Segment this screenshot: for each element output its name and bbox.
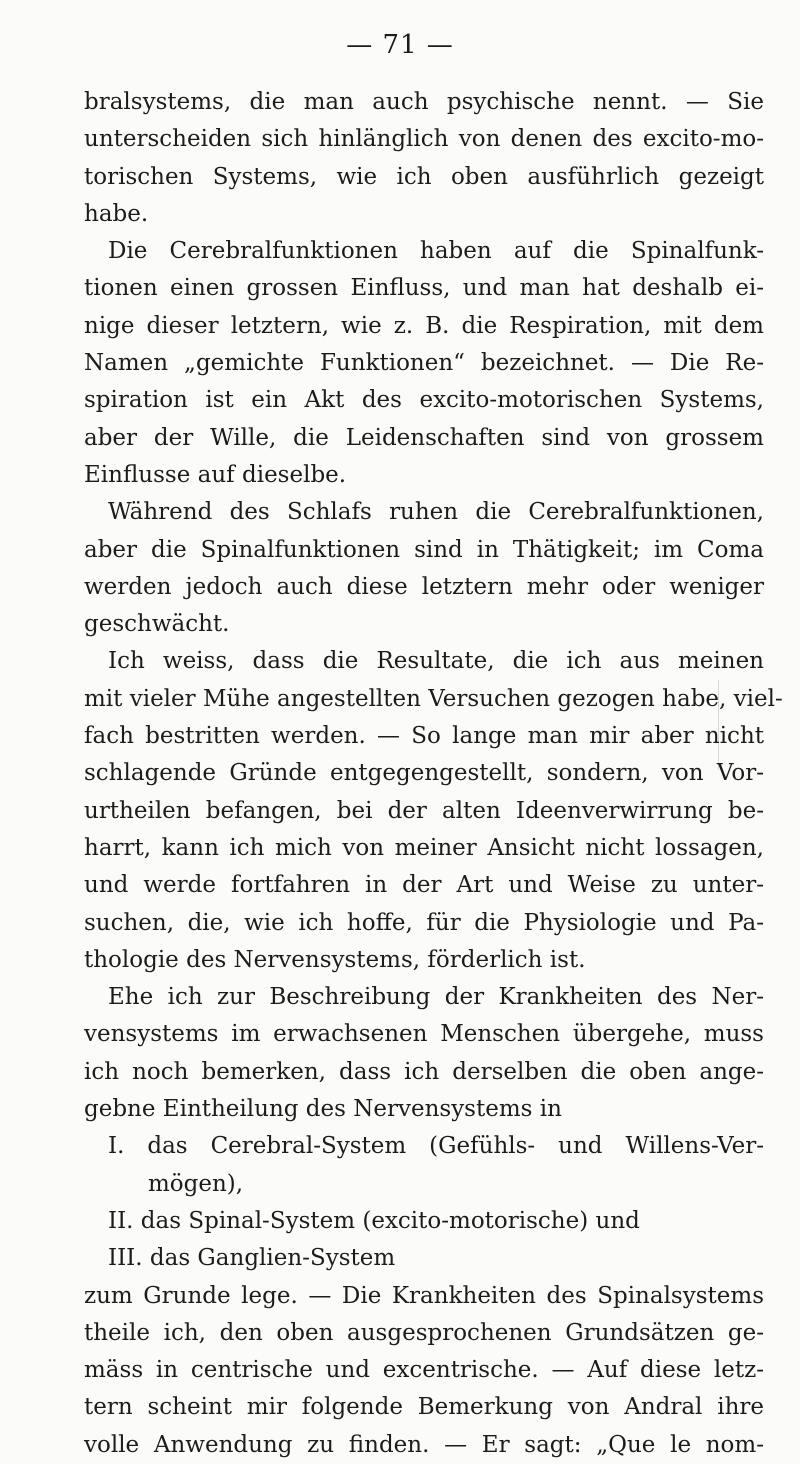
text-line: tern scheint mir folgende Bemerkung von Andral ihre — [84, 1394, 764, 1421]
text-line: harrt, kann ich mich von meiner Ansicht nicht lossagen, — [84, 834, 764, 861]
text-line: thologie des Nervensystems, förderlich ist. — [84, 946, 586, 973]
text-line: Während des Schlafs ruhen die Cerebralfunktionen, — [108, 499, 764, 526]
text-line: suchen, die, wie ich hoffe, für die Physiologie und Pa- — [84, 909, 764, 936]
text-line: zum Grunde lege. — Die Krankheiten des Spinalsystems — [84, 1282, 764, 1309]
text-line: urtheilen befangen, bei der alten Ideenverwirrung be- — [84, 797, 764, 824]
text-line: und werde fortfahren in der Art und Weise zu unter- — [84, 872, 764, 899]
text-line: geschwächt. — [84, 611, 230, 638]
list-item-continuation: mögen), — [148, 1170, 244, 1197]
text-line: vensystems im erwachsenen Menschen übergehe, muss — [84, 1021, 764, 1048]
text-line: Einflusse auf dieselbe. — [84, 461, 347, 488]
text-line: spiration ist ein Akt des excito-motorischen Systems, — [84, 387, 764, 414]
text-line: bralsystems, die man auch psychische nennt. — Sie — [84, 89, 764, 115]
text-line: Ich weiss, dass die Resultate, die ich aus meinen — [108, 648, 764, 675]
text-line: Namen „gemichte Funktionen“ bezeichnet. — Die Re- — [84, 350, 764, 377]
text-line: tionen einen grossen Einfluss, und man hat deshalb ei- — [84, 275, 764, 302]
text-line: aber der Wille, die Leidenschaften sind von grossem — [84, 424, 764, 451]
text-line: Die Cerebralfunktionen haben auf die Spinalfunk- — [108, 238, 764, 265]
text-line: gebne Eintheilung des Nervensystems in — [84, 1096, 562, 1123]
text-line: unterscheiden sich hinlänglich von denen des excito-mo- — [84, 126, 764, 153]
text-line: torischen Systems, wie ich oben ausführlich gezeigt — [84, 163, 764, 190]
page-number: — 71 — — [346, 30, 454, 60]
text-line: volle Anwendung zu finden. — Er sagt: „Que le nom- — [84, 1431, 764, 1458]
text-line: habe. — [84, 200, 149, 227]
text-line: Ehe ich zur Beschreibung der Krankheiten des Ner- — [108, 984, 764, 1011]
text-line: ich noch bemerken, dass ich derselben die oben ange- — [84, 1058, 764, 1085]
list-item: III. das Ganglien-System — [108, 1245, 396, 1272]
text-line: nige dieser letztern, wie z. B. die Respiration, mit dem — [84, 312, 764, 339]
text-line: aber die Spinalfunktionen sind in Thätigkeit; im Coma — [84, 536, 764, 563]
body-text — [84, 84, 783, 1464]
text-line: werden jedoch auch diese letztern mehr oder weniger — [84, 573, 764, 600]
text-line: mit vieler Mühe angestellten Versuchen gezogen habe, viel- — [84, 685, 783, 712]
text-line: mäss in centrische und excentrische. — Auf diese letz- — [84, 1357, 764, 1384]
list-item: I. das Cerebral-System (Gefühls- und Willens-Ver- — [108, 1133, 764, 1160]
text-line: schlagende Gründe entgegengestellt, sondern, von Vor- — [84, 760, 764, 787]
list-item: II. das Spinal-System (excito-motorische) und — [108, 1207, 640, 1234]
text-line: fach bestritten werden. — So lange man mir aber nicht — [84, 723, 764, 750]
text-line: theile ich, den oben ausgesprochenen Grundsätzen ge- — [84, 1319, 764, 1346]
